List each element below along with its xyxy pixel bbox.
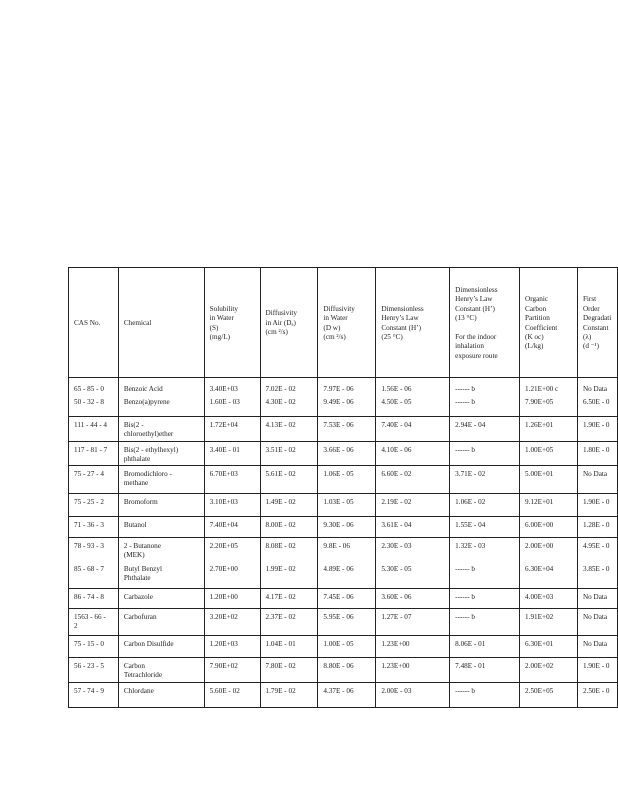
chemical-cell: Carbon Disulfide [118, 635, 204, 657]
diffusivity-air-cell: 7.02E - 02 [260, 378, 318, 395]
diffusivity-water-cell: 9.49E - 06 [318, 394, 376, 416]
header-diffusivity-air: Diffusivity in Air (Dₐ) (cm ²/s) [260, 268, 318, 378]
cas-cell: 85 - 68 - 7 [69, 561, 119, 588]
koc-cell: 6.00E+00 [520, 516, 578, 537]
cas-cell: 86 - 74 - 8 [69, 588, 119, 608]
henry-13c-cell: ------ b [450, 682, 520, 707]
degradation-cell: No Data [577, 378, 617, 395]
table-row [69, 465, 618, 493]
chemical-cell: Benzoic Acid [118, 378, 204, 395]
solubility-cell: 3.10E+03 [204, 493, 260, 516]
koc-cell: 1.91E+02 [520, 608, 578, 635]
solubility-cell: 6.70E+03 [204, 465, 260, 493]
diffusivity-water-cell: 3.66E - 06 [318, 441, 376, 465]
diffusivity-air-cell: 1.04E - 01 [260, 635, 318, 657]
cas-cell: 75 - 27 - 4 [69, 465, 119, 493]
table-row [69, 416, 618, 441]
henry-25c-cell: 7.40E - 04 [376, 416, 450, 441]
diffusivity-water-cell: 9.8E - 06 [318, 537, 376, 561]
table-row [69, 493, 618, 516]
diffusivity-air-cell: 5.61E - 02 [260, 465, 318, 493]
chemical-cell: 2 - Butanone (MEK) [118, 537, 204, 561]
solubility-cell: 3.20E+02 [204, 608, 260, 635]
diffusivity-water-cell: 7.45E - 06 [318, 588, 376, 608]
henry-13c-cell: ------ b [450, 441, 520, 465]
henry-13c-cell: ------ b [450, 378, 520, 395]
degradation-cell: 1.90E - 0 [577, 416, 617, 441]
diffusivity-air-cell: 1.99E - 02 [260, 561, 318, 588]
degradation-cell: 1.90E - 0 [577, 657, 617, 682]
diffusivity-water-cell: 4.89E - 06 [318, 561, 376, 588]
solubility-cell: 7.90E+02 [204, 657, 260, 682]
henry-25c-cell: 5.30E - 05 [376, 561, 450, 588]
diffusivity-air-cell: 4.17E - 02 [260, 588, 318, 608]
degradation-cell: 4.95E - 0 [577, 537, 617, 561]
koc-cell: 2.00E+02 [520, 657, 578, 682]
table-row [69, 441, 618, 465]
solubility-cell: 2.70E+00 [204, 561, 260, 588]
henry-13c-cell: 2.94E - 04 [450, 416, 520, 441]
header-degradation: First Order Degradati Constant (λ) (d ⁻¹) [577, 268, 617, 378]
diffusivity-water-cell: 1.06E - 05 [318, 465, 376, 493]
henry-13c-cell: 1.55E - 04 [450, 516, 520, 537]
table-row [69, 682, 618, 707]
table-row [69, 561, 618, 588]
henry-13c-cell: ------ b [450, 588, 520, 608]
koc-cell: 4.00E+03 [520, 588, 578, 608]
solubility-cell: 5.60E - 02 [204, 682, 260, 707]
degradation-cell: 1.90E - 0 [577, 493, 617, 516]
henry-25c-cell: 4.50E - 05 [376, 394, 450, 416]
diffusivity-air-cell: 8.00E - 02 [260, 516, 318, 537]
chemical-cell: Bromodichloro - methane [118, 465, 204, 493]
henry-13c-cell: ------ b [450, 394, 520, 416]
henry-13c-cell: ------ b [450, 608, 520, 635]
header-row [69, 268, 618, 378]
table-row [69, 635, 618, 657]
cas-cell: 56 - 23 - 5 [69, 657, 119, 682]
koc-cell: 1.21E+00 c [520, 378, 578, 395]
header-henry-25c: Dimensionless Henry’s Law Constant (H’) (25 °C) [376, 268, 450, 378]
koc-cell: 2.00E+00 [520, 537, 578, 561]
diffusivity-water-cell: 7.53E - 06 [318, 416, 376, 441]
cas-cell: 1563 - 66 - 2 [69, 608, 119, 635]
chemical-cell: Chlordane [118, 682, 204, 707]
cas-cell: 71 - 36 - 3 [69, 516, 119, 537]
header-cas: CAS No. [69, 268, 119, 378]
solubility-cell: 1.60E - 03 [204, 394, 260, 416]
diffusivity-water-cell: 1.00E - 05 [318, 635, 376, 657]
chemical-cell: Bis(2 - chloroethyl)ether [118, 416, 204, 441]
cas-cell: 75 - 15 - 0 [69, 635, 119, 657]
header-solubility: Solubility in Water (S) (mg/L) [204, 268, 260, 378]
solubility-cell: 7.40E+04 [204, 516, 260, 537]
table-row [69, 516, 618, 537]
henry-25c-cell: 1.56E - 06 [376, 378, 450, 395]
chemical-cell: Bromoform [118, 493, 204, 516]
header-chemical: Chemical [118, 268, 204, 378]
koc-cell: 9.12E+01 [520, 493, 578, 516]
solubility-cell: 2.20E+05 [204, 537, 260, 561]
header-diffusivity-water: Diffusivity in Water (D w) (cm ²/s) [318, 268, 376, 378]
table-row [69, 394, 618, 416]
henry-25c-cell: 2.00E - 03 [376, 682, 450, 707]
degradation-cell: No Data [577, 465, 617, 493]
diffusivity-water-cell: 5.95E - 06 [318, 608, 376, 635]
cas-cell: 75 - 25 - 2 [69, 493, 119, 516]
diffusivity-air-cell: 8.08E - 02 [260, 537, 318, 561]
chemical-cell: Butanol [118, 516, 204, 537]
diffusivity-air-cell: 1.79E - 02 [260, 682, 318, 707]
henry-13c-cell: 7.48E - 01 [450, 657, 520, 682]
henry-25c-cell: 1.23E+00 [376, 635, 450, 657]
solubility-cell: 1.20E+03 [204, 635, 260, 657]
henry-25c-cell: 3.61E - 04 [376, 516, 450, 537]
koc-cell: 1.26E+01 [520, 416, 578, 441]
henry-13c-cell: 3.71E - 02 [450, 465, 520, 493]
cas-cell: 111 - 44 - 4 [69, 416, 119, 441]
henry-13c-cell: ------ b [450, 561, 520, 588]
henry-25c-cell: 3.60E - 06 [376, 588, 450, 608]
henry-25c-cell: 2.19E - 02 [376, 493, 450, 516]
header-koc: Organic Carbon Partition Coefficient (K oc) (L/kg) [520, 268, 578, 378]
koc-cell: 7.90E+05 [520, 394, 578, 416]
henry-13c-cell: 1.32E - 03 [450, 537, 520, 561]
henry-25c-cell: 6.60E - 02 [376, 465, 450, 493]
henry-25c-cell: 1.27E - 07 [376, 608, 450, 635]
table-row [69, 657, 618, 682]
koc-cell: 6.30E+04 [520, 561, 578, 588]
table-row [69, 537, 618, 561]
chemical-cell: Bis(2 - ethylhexyl) phthalate [118, 441, 204, 465]
henry-25c-cell: 1.23E+00 [376, 657, 450, 682]
solubility-cell: 1.72E+04 [204, 416, 260, 441]
chemical-cell: Carbon Tetrachloride [118, 657, 204, 682]
degradation-cell: 3.85E - 0 [577, 561, 617, 588]
table-row [69, 588, 618, 608]
cas-cell: 57 - 74 - 9 [69, 682, 119, 707]
diffusivity-air-cell: 4.13E - 02 [260, 416, 318, 441]
henry-13c-cell: 1.06E - 02 [450, 493, 520, 516]
degradation-cell: No Data [577, 635, 617, 657]
degradation-cell: 2.50E - 0 [577, 682, 617, 707]
cas-cell: 50 - 32 - 8 [69, 394, 119, 416]
diffusivity-water-cell: 1.03E - 05 [318, 493, 376, 516]
degradation-cell: No Data [577, 588, 617, 608]
degradation-cell: 1.80E - 0 [577, 441, 617, 465]
diffusivity-water-cell: 7.97E - 06 [318, 378, 376, 395]
diffusivity-air-cell: 2.37E - 02 [260, 608, 318, 635]
table-row [69, 608, 618, 635]
koc-cell: 6.30E+01 [520, 635, 578, 657]
cas-cell: 78 - 93 - 3 [69, 537, 119, 561]
table-row [69, 378, 618, 395]
degradation-cell: 6.50E - 0 [577, 394, 617, 416]
koc-cell: 1.00E+05 [520, 441, 578, 465]
chemical-cell: Carbazole [118, 588, 204, 608]
henry-25c-cell: 4.10E - 06 [376, 441, 450, 465]
diffusivity-water-cell: 9.30E - 06 [318, 516, 376, 537]
chemical-cell: Carbofuran [118, 608, 204, 635]
henry-13c-cell: 8.06E - 01 [450, 635, 520, 657]
chemical-properties-table [68, 267, 618, 708]
header-henry-13c: Dimensionless Henry’s Law Constant (H’) (13 °C) For the indoor inhalation exposure route [450, 268, 520, 378]
cas-cell: 117 - 81 - 7 [69, 441, 119, 465]
diffusivity-air-cell: 4.30E - 02 [260, 394, 318, 416]
diffusivity-water-cell: 8.80E - 06 [318, 657, 376, 682]
cas-cell: 65 - 85 - 0 [69, 378, 119, 395]
degradation-cell: No Data [577, 608, 617, 635]
solubility-cell: 3.40E - 01 [204, 441, 260, 465]
degradation-cell: 1.28E - 0 [577, 516, 617, 537]
diffusivity-air-cell: 3.51E - 02 [260, 441, 318, 465]
chemical-cell: Benzo(a)pyrene [118, 394, 204, 416]
solubility-cell: 1.20E+00 [204, 588, 260, 608]
koc-cell: 2.50E+05 [520, 682, 578, 707]
chemical-cell: Butyl Benzyl Phthalate [118, 561, 204, 588]
diffusivity-air-cell: 1.49E - 02 [260, 493, 318, 516]
diffusivity-air-cell: 7.80E - 02 [260, 657, 318, 682]
koc-cell: 5.00E+01 [520, 465, 578, 493]
henry-25c-cell: 2.30E - 03 [376, 537, 450, 561]
diffusivity-water-cell: 4.37E - 06 [318, 682, 376, 707]
solubility-cell: 3.40E+03 [204, 378, 260, 395]
